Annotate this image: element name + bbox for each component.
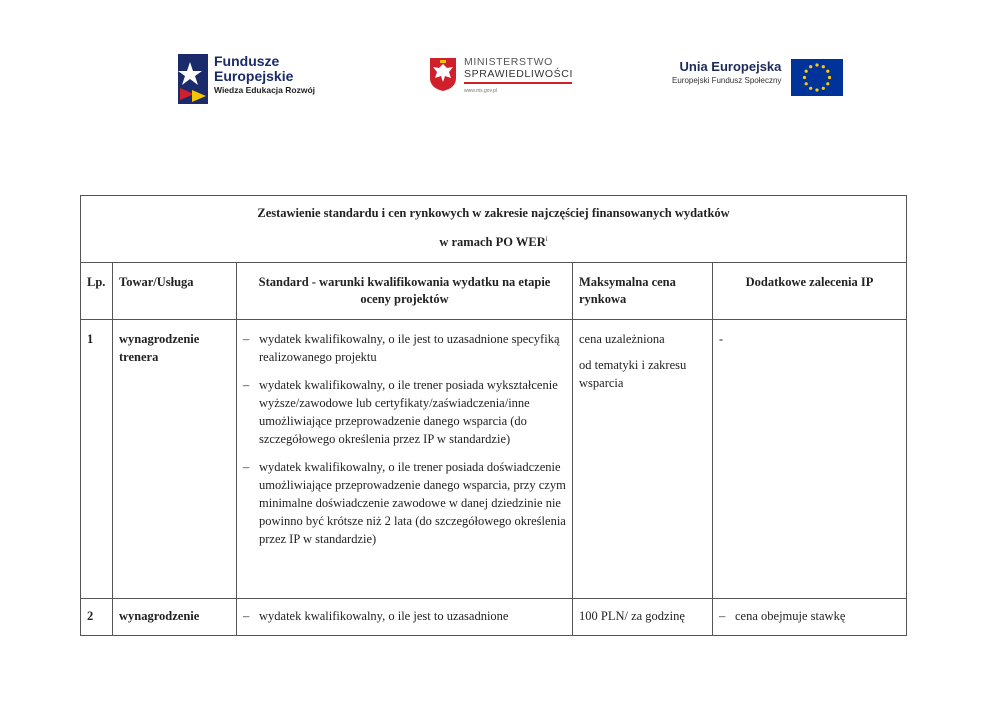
list-item: – wydatek kwalifikowalny, o ile trener posiada wykształcenie wyższe/zawodowe lub certyfikaty/zaświadczenia/inne umożliwiające przeprowadzenie danego wsparcia (do szczegółowego określenia przez IP w standardzie) — [243, 378, 558, 446]
table-header-row — [81, 263, 907, 320]
standard-list — [243, 330, 566, 548]
zalecenia-list — [719, 607, 900, 625]
table-title — [81, 196, 907, 263]
fundusze-europejskie-logo — [178, 54, 315, 104]
eagle-emblem-icon — [428, 56, 458, 92]
fe-line3: Wiedza Edukacja Rozwój — [214, 85, 315, 95]
row-towar: wynagrodzenie trenera — [119, 332, 200, 364]
header-standard: Standard - warunki kwalifikowania wydatku na etapie oceny projektów — [258, 275, 551, 306]
ms-line2: SPRAWIEDLIWOŚCI — [464, 68, 573, 80]
ms-red-bar — [464, 82, 572, 84]
eu-flag-icon — [791, 59, 843, 96]
price-standard-table — [80, 195, 907, 636]
list-item: – cena obejmuje stawkę — [719, 609, 846, 623]
table-row — [81, 320, 907, 599]
row-zalecenia: - — [719, 332, 724, 346]
footnote-marker[interactable]: i — [545, 235, 548, 243]
table-row — [81, 599, 907, 636]
fe-line2: Europejskie — [214, 68, 294, 84]
row-cena: cena uzależniona od tematyki i zakresu wsparcia — [579, 332, 687, 390]
ministerstwo-logo — [428, 56, 573, 94]
header-towar: Towar/Usługa — [119, 275, 194, 289]
header-cena: Maksymalna cena rynkowa — [579, 275, 676, 306]
row-lp: 1 — [87, 332, 94, 346]
fe-star-icon — [178, 54, 208, 104]
ms-url: www.ms.gov.pl — [464, 88, 497, 94]
ue-line2: Europejski Fundusz Społeczny — [672, 76, 782, 85]
list-item: – wydatek kwalifikowalny, o ile jest to uzasadnione specyfiką realizowanego projektu — [243, 332, 560, 364]
row-lp: 2 — [87, 609, 94, 623]
header-zalecenia: Dodatkowe zalecenia IP — [745, 275, 874, 289]
ue-line1: Unia Europejska — [679, 59, 782, 74]
list-item: – wydatek kwalifikowalny, o ile trener posiada doświadczenie umożliwiające przeprowadzenie danego wsparcia, przy czym minimalne doświadczenie zawodowe w danej dziedzinie nie powinno być krótsze niż 2 lata (do szczegółowego określenia przez IP w standardzie) — [243, 460, 566, 546]
fe-line1: Fundusze — [214, 53, 280, 69]
row-towar: wynagrodzenie — [119, 609, 200, 623]
header-lp: Lp. — [87, 275, 106, 289]
table-title-line2: w ramach PO WER$^i$ — [439, 235, 548, 250]
standard-list — [243, 607, 566, 625]
logo-bar — [0, 50, 992, 110]
row-cena: 100 PLN/ za godzinę — [579, 609, 685, 623]
list-item: – wydatek kwalifikowalny, o ile jest to uzasadnione — [243, 609, 509, 623]
unia-europejska-logo — [672, 59, 843, 96]
table-title-line1: Zestawienie standardu i cen rynkowych w zakresie najczęściej finansowanych wydatków — [257, 206, 730, 220]
ms-line1: MINISTERSTWO — [464, 56, 553, 68]
